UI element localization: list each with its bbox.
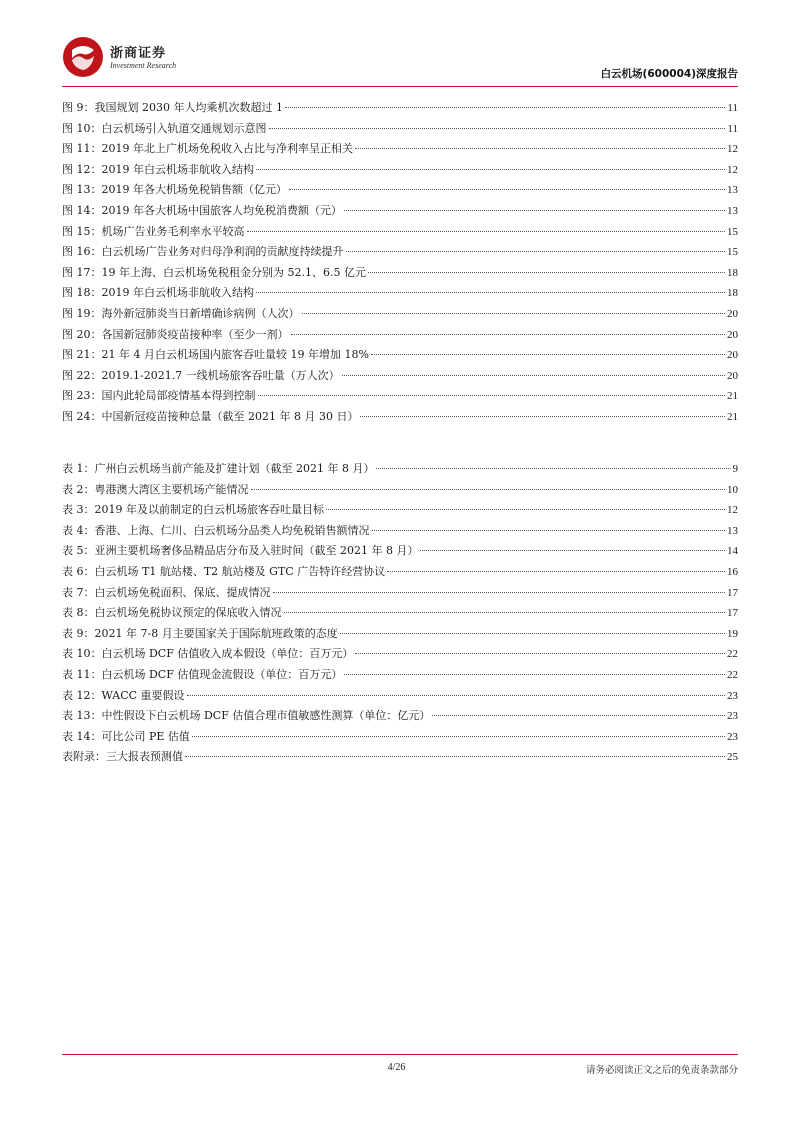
page-header	[62, 36, 738, 84]
toc-leader-dots	[432, 715, 725, 716]
toc-entry-label: 表 2：粤港澳大湾区主要机场产能情况	[62, 482, 249, 496]
toc-entry-label: 图 19：海外新冠肺炎当日新增确诊病例（人次）	[62, 306, 300, 320]
toc-entry-page: 20	[727, 349, 738, 362]
toc-leader-dots	[302, 313, 726, 314]
toc-entry[interactable]	[62, 326, 738, 347]
toc-entry[interactable]	[62, 346, 738, 367]
header-divider	[62, 86, 738, 87]
toc-entry-label: 表 8：白云机场免税协议预定的保底收入情况	[62, 606, 282, 620]
toc-entry[interactable]	[62, 264, 738, 285]
toc-entry-label: 表 14：可比公司 PE 估值	[62, 729, 190, 743]
toc-leader-dots	[326, 509, 725, 510]
toc-leader-dots	[355, 653, 725, 654]
toc-leader-dots	[291, 334, 726, 335]
toc-entry-page: 14	[727, 545, 738, 558]
toc-entry-page: 23	[727, 710, 738, 723]
toc-entry-label: 图 22：2019.1-2021.7 一线机场旅客吞吐量（万人次）	[62, 368, 340, 382]
toc-entry[interactable]	[62, 748, 738, 769]
toc-entry-label: 图 17：19 年上海、白云机场免税租金分别为 52.1、6.5 亿元	[62, 265, 366, 279]
toc-entry[interactable]	[62, 460, 738, 481]
company-logo	[62, 36, 182, 80]
toc-leader-dots	[258, 395, 726, 396]
toc-leader-dots	[368, 272, 725, 273]
toc-entry-page: 10	[727, 483, 738, 496]
toc-entry[interactable]	[62, 707, 738, 728]
toc-leader-dots	[376, 468, 730, 469]
toc-entry-page: 13	[727, 184, 738, 197]
toc-entry[interactable]	[62, 481, 738, 502]
toc-entry-page: 18	[727, 287, 738, 300]
toc-entry-label: 表 1：广州白云机场当前产能及扩建计划（截至 2021 年 8 月）	[62, 462, 375, 475]
logo-mark-icon	[62, 36, 104, 78]
toc-entry-page: 23	[727, 730, 738, 743]
toc-entry-page: 20	[727, 369, 738, 382]
toc-entry[interactable]	[62, 140, 738, 161]
toc-entry-page: 12	[727, 504, 738, 517]
toc-entry-page: 20	[727, 328, 738, 341]
toc-entry[interactable]	[62, 367, 738, 388]
toc-entry[interactable]	[62, 522, 738, 543]
toc-entry-label: 图 18：2019 年白云机场非航收入结构	[62, 286, 254, 300]
toc-entry-page: 11	[727, 102, 738, 114]
toc-entry-label: 图 16：白云机场广告业务对归母净利润的贡献度持续提升	[62, 245, 344, 259]
toc-entry-page: 12	[727, 143, 738, 156]
toc-entry-label: 表 3：2019 年及以前制定的白云机场旅客吞吐量目标	[62, 503, 324, 517]
toc-entry[interactable]	[62, 202, 738, 223]
toc-entry-page: 11	[727, 122, 738, 135]
toc-entry-label: 图 12：2019 年白云机场非航收入结构	[62, 162, 254, 176]
toc-entry-label: 图 24：中国新冠疫苗接种总量（截至 2021 年 8 月 30 日）	[62, 409, 359, 423]
toc-entry[interactable]	[62, 161, 738, 182]
toc-entry-page: 13	[727, 204, 738, 217]
toc-entry-label: 表 10：白云机场 DCF 估值收入成本假设（单位：百万元）	[62, 647, 354, 661]
toc-entry-page: 25	[727, 751, 738, 764]
toc-leader-dots	[355, 148, 725, 149]
toc-entry-label: 图 13：2019 年各大机场免税销售额（亿元）	[62, 183, 287, 197]
toc-entry[interactable]	[62, 305, 738, 326]
toc-entry-page: 21	[727, 410, 738, 423]
toc-entry[interactable]	[62, 120, 738, 141]
toc-entry[interactable]	[62, 284, 738, 305]
toc-leader-dots	[284, 612, 726, 613]
toc-leader-dots	[342, 375, 725, 376]
toc-entry[interactable]	[62, 387, 738, 408]
toc-entry[interactable]	[62, 604, 738, 625]
toc-leader-dots	[371, 354, 725, 355]
toc-entry-label: 表 6：白云机场 T1 航站楼、T2 航站楼及 GTC 广告特许经营协议	[62, 564, 386, 578]
toc-leader-dots	[360, 416, 725, 417]
toc-leader-dots	[185, 756, 725, 757]
toc-entry-page: 20	[727, 307, 738, 320]
toc-leader-dots	[273, 592, 726, 593]
toc-leader-dots	[372, 530, 726, 531]
toc-entry-label: 表附录：三大报表预测值	[62, 750, 183, 764]
company-name-en: Investment Research	[110, 61, 177, 70]
toc-entry[interactable]	[62, 181, 738, 202]
footer-divider	[62, 1054, 738, 1055]
toc-leader-dots	[192, 736, 725, 737]
toc-entry-page: 17	[727, 586, 738, 599]
toc-entry-label: 图 23：国内此轮局部疫情基本得到控制	[62, 389, 256, 403]
toc-leader-dots	[387, 571, 725, 572]
toc-leader-dots	[247, 231, 726, 232]
toc-entry[interactable]	[62, 408, 738, 429]
toc-entry-label: 图 10：白云机场引入轨道交通规划示意图	[62, 121, 267, 135]
toc-entry-page: 19	[727, 627, 738, 640]
toc-entry[interactable]	[62, 542, 738, 563]
toc-leader-dots	[289, 189, 725, 190]
toc-entry-label: 表 7：白云机场免税面积、保底、提成情况	[62, 585, 271, 599]
report-title: 白云机场(600004)深度报告	[600, 68, 738, 80]
toc-leader-dots	[420, 550, 725, 551]
toc-entry[interactable]	[62, 625, 738, 646]
toc-leader-dots	[256, 292, 725, 293]
toc-entry-page: 22	[727, 668, 738, 681]
toc-leader-dots	[285, 107, 725, 108]
toc-entry-label: 表 5：亚洲主要机场奢侈品精品店分布及入驻时间（截至 2021 年 8 月）	[62, 544, 419, 558]
toc-entry-label: 图 21：21 年 4 月白云机场国内旅客吞吐量较 19 年增加 18%	[62, 348, 369, 362]
toc-entry-label: 表 13：中性假设下白云机场 DCF 估值合理市值敏感性测算（单位：亿元）	[62, 709, 431, 723]
toc-entry-label: 表 11：白云机场 DCF 估值现金流假设（单位：百万元）	[62, 667, 343, 681]
table-list	[62, 460, 738, 769]
toc-leader-dots	[346, 251, 726, 252]
toc-entry-label: 图 15：机场广告业务毛利率水平较高	[62, 224, 245, 238]
toc-entry-page: 9	[732, 463, 738, 475]
toc-entry[interactable]	[62, 243, 738, 264]
toc-entry-page: 16	[727, 565, 738, 578]
toc-entry-label: 图 14：2019 年各大机场中国旅客人均免税消费额（元）	[62, 203, 342, 217]
toc-leader-dots	[344, 210, 725, 211]
toc-entry-page: 22	[727, 648, 738, 661]
toc-entry-label: 图 20：各国新冠肺炎疫苗接种率（至少一剂）	[62, 327, 289, 341]
toc-entry[interactable]	[62, 687, 738, 708]
toc-entry-page: 15	[727, 225, 738, 238]
toc-leader-dots	[256, 169, 725, 170]
toc-leader-dots	[187, 695, 725, 696]
toc-entry[interactable]	[62, 99, 738, 120]
toc-entry[interactable]	[62, 223, 738, 244]
toc-leader-dots	[340, 633, 725, 634]
page-number: 4/26	[387, 1062, 406, 1073]
toc-entry-label: 表 12：WACC 重要假设	[62, 688, 185, 702]
toc-entry[interactable]	[62, 563, 738, 584]
toc-entry-page: 18	[727, 266, 738, 279]
figure-list	[62, 99, 738, 429]
toc-entry-label: 表 9：2021 年 7-8 月主要国家关于国际航班政策的态度	[62, 626, 338, 640]
company-name-cn: 浙商证券	[110, 46, 167, 61]
toc-entry-page: 17	[727, 607, 738, 620]
toc-entry[interactable]	[62, 728, 738, 749]
toc-entry-page: 12	[727, 163, 738, 176]
toc-entry-page: 15	[727, 246, 738, 259]
toc-leader-dots	[251, 489, 726, 490]
toc-entry-page: 13	[727, 524, 738, 537]
toc-entry-label: 表 4：香港、上海、仁川、白云机场分品类人均免税销售额情况	[62, 523, 370, 537]
toc-entry[interactable]	[62, 666, 738, 687]
toc-entry[interactable]	[62, 501, 738, 522]
toc-entry[interactable]	[62, 645, 738, 666]
toc-entry[interactable]	[62, 584, 738, 605]
disclaimer-note: 请务必阅读正文之后的免责条款部分	[585, 1065, 738, 1076]
toc-entry-page: 23	[727, 689, 738, 702]
toc-entry-label: 图 11：2019 年北上广机场免税收入占比与净利率呈正相关	[62, 142, 353, 156]
toc-entry-page: 21	[727, 390, 738, 403]
toc-leader-dots	[269, 128, 726, 129]
toc-leader-dots	[344, 674, 725, 675]
toc-entry-label: 图 9：我国规划 2030 年人均乘机次数超过 1	[62, 101, 283, 114]
